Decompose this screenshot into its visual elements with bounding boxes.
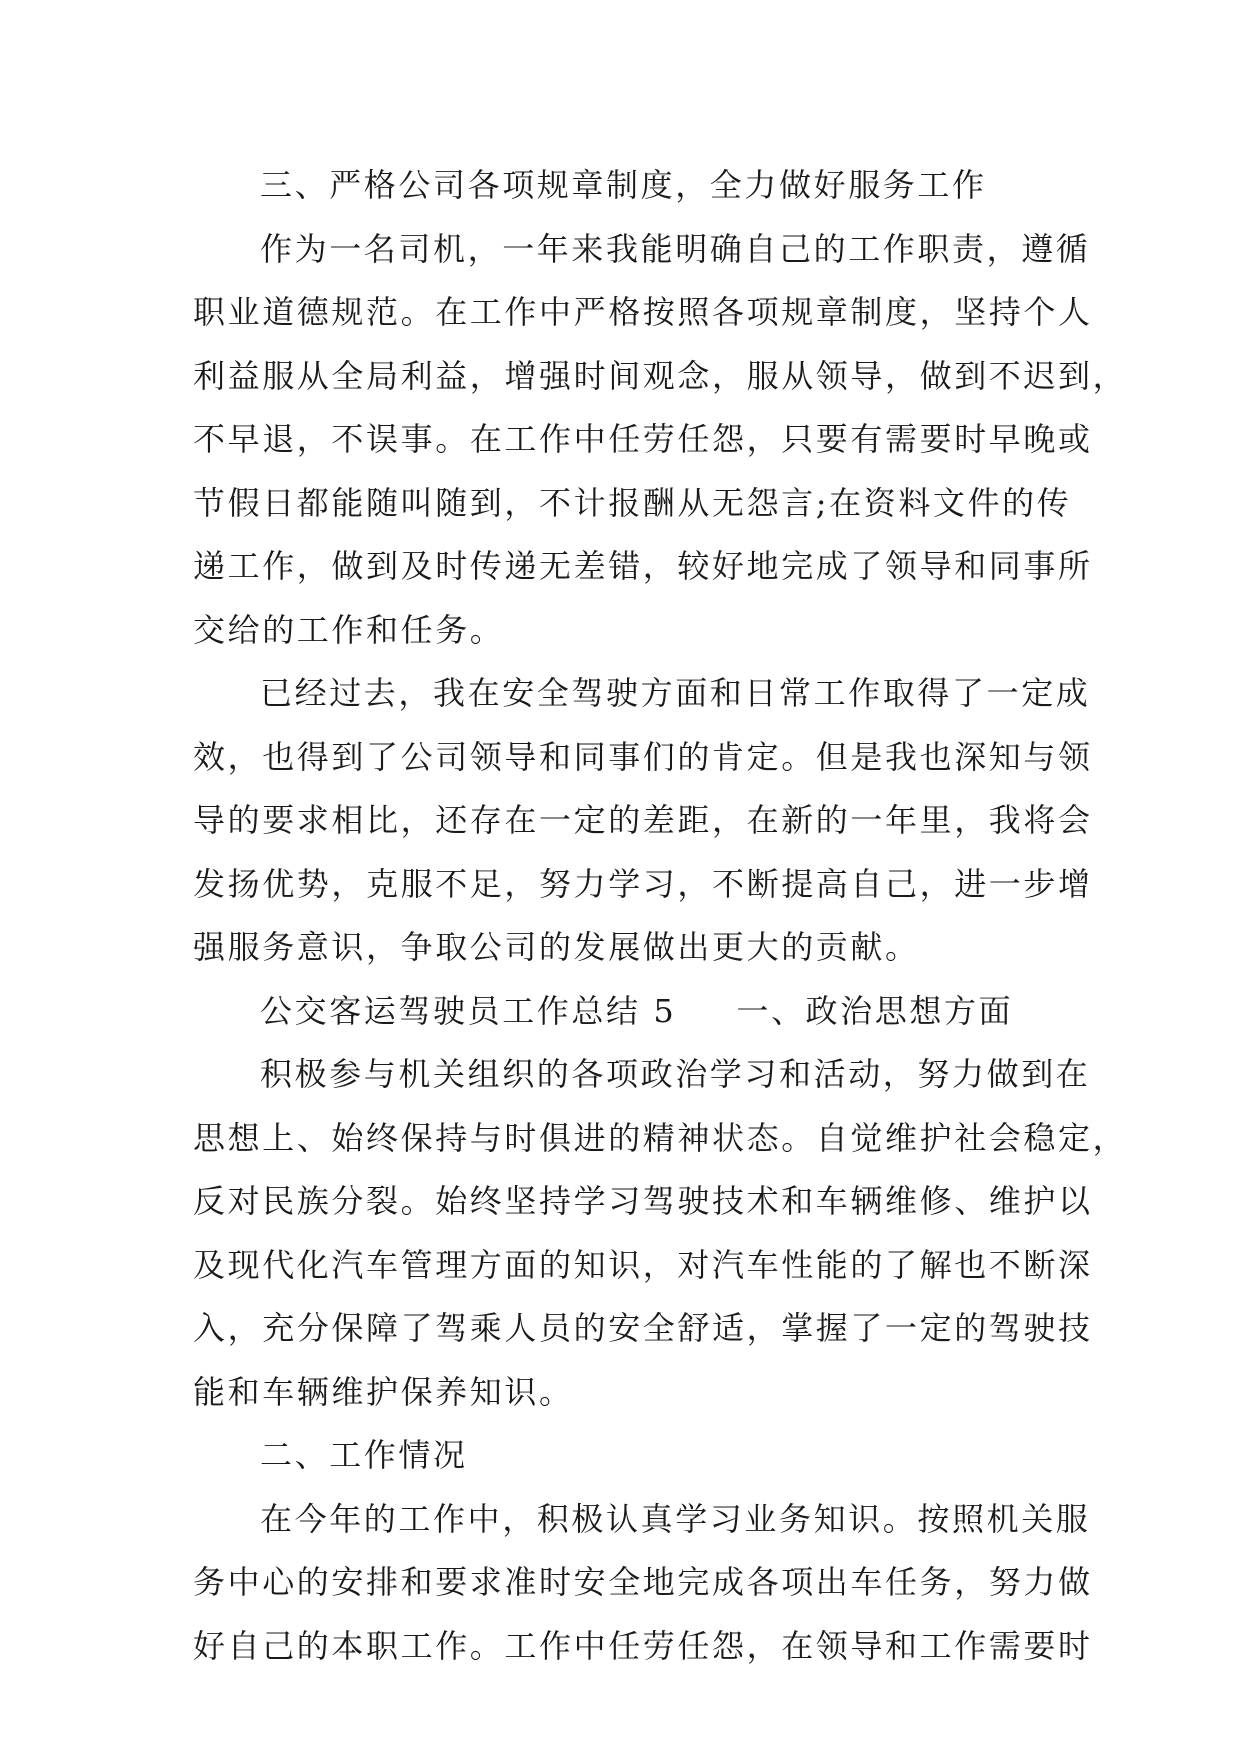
paragraph-line: 递工作，做到及时传递无差错，较好地完成了领导和同事所 [193,547,1093,585]
paragraph-line: 能和车辆维护保养知识。 [193,1372,574,1411]
paragraph-line: 作为一名司机，一年来我能明确自己的工作职责，遵循 [260,229,1091,268]
paragraph-line: 节假日都能随叫随到，不计报酬从无怨言;在资料文件的传 [193,483,1072,522]
paragraph-line: 及现代化汽车管理方面的知识，对汽车性能的了解也不断深 [193,1245,1093,1284]
paragraph-line: 在今年的工作中，积极认真学习业务知识。按照机关服 [260,1499,1091,1538]
paragraph-line: 入，充分保障了驾乘人员的安全舒适，掌握了一定的驾驶技 [193,1309,1093,1347]
paragraph-line: 导的要求相比，还存在一定的差距，在新的一年里，我将会 [193,801,1093,839]
paragraph-line: 职业道德规范。在工作中严格按照各项规章制度，坚持个人 [193,293,1093,331]
paragraph-line: 不早退，不误事。在工作中任劳任怨，只要有需要时早晚或 [193,420,1093,458]
paragraph-line: 反对民族分裂。始终坚持学习驾驶技术和车辆维修、维护以 [193,1182,1093,1220]
paragraph-line: 好自己的本职工作。工作中任劳任怨，在领导和工作需要时 [193,1626,1093,1665]
paragraph-line: 已经过去，我在安全驾驶方面和日常工作取得了一定成 [260,674,1091,712]
paragraph-line: 发扬优势，克服不足，努力学习，不断提高自己，进一步增 [193,864,1093,903]
paragraph-line: 三、严格公司各项规章制度，全力做好服务工作 [260,166,987,204]
section-heading [193,980,1055,1044]
paragraph-line: 利益服从全局利益，增强时间观念，服从领导，做到不迟到， [193,356,1128,395]
paragraph-line: 交给的工作和任务。 [193,610,505,649]
section-title: 公交客运驾驶员工作总结 5 [260,991,677,1030]
section-subtitle: 一、政治思想方面 [736,991,1014,1030]
paragraph-line: 强服务意识，争取公司的发展做出更大的贡献。 [193,928,920,966]
paragraph-line: 积极参与机关组织的各项政治学习和活动，努力做到在 [260,1055,1091,1093]
document-body [193,154,1128,1678]
paragraph-line: 务中心的安排和要求准时安全地完成各项出车任务，努力做 [193,1563,1093,1601]
paragraph-line: 思想上、始终保持与时俱进的精神状态。自觉维护社会稳定， [193,1118,1128,1157]
paragraph-line: 效，也得到了公司领导和同事们的肯定。但是我也深知与领 [193,737,1093,776]
paragraph-line: 二、工作情况 [260,1436,468,1474]
